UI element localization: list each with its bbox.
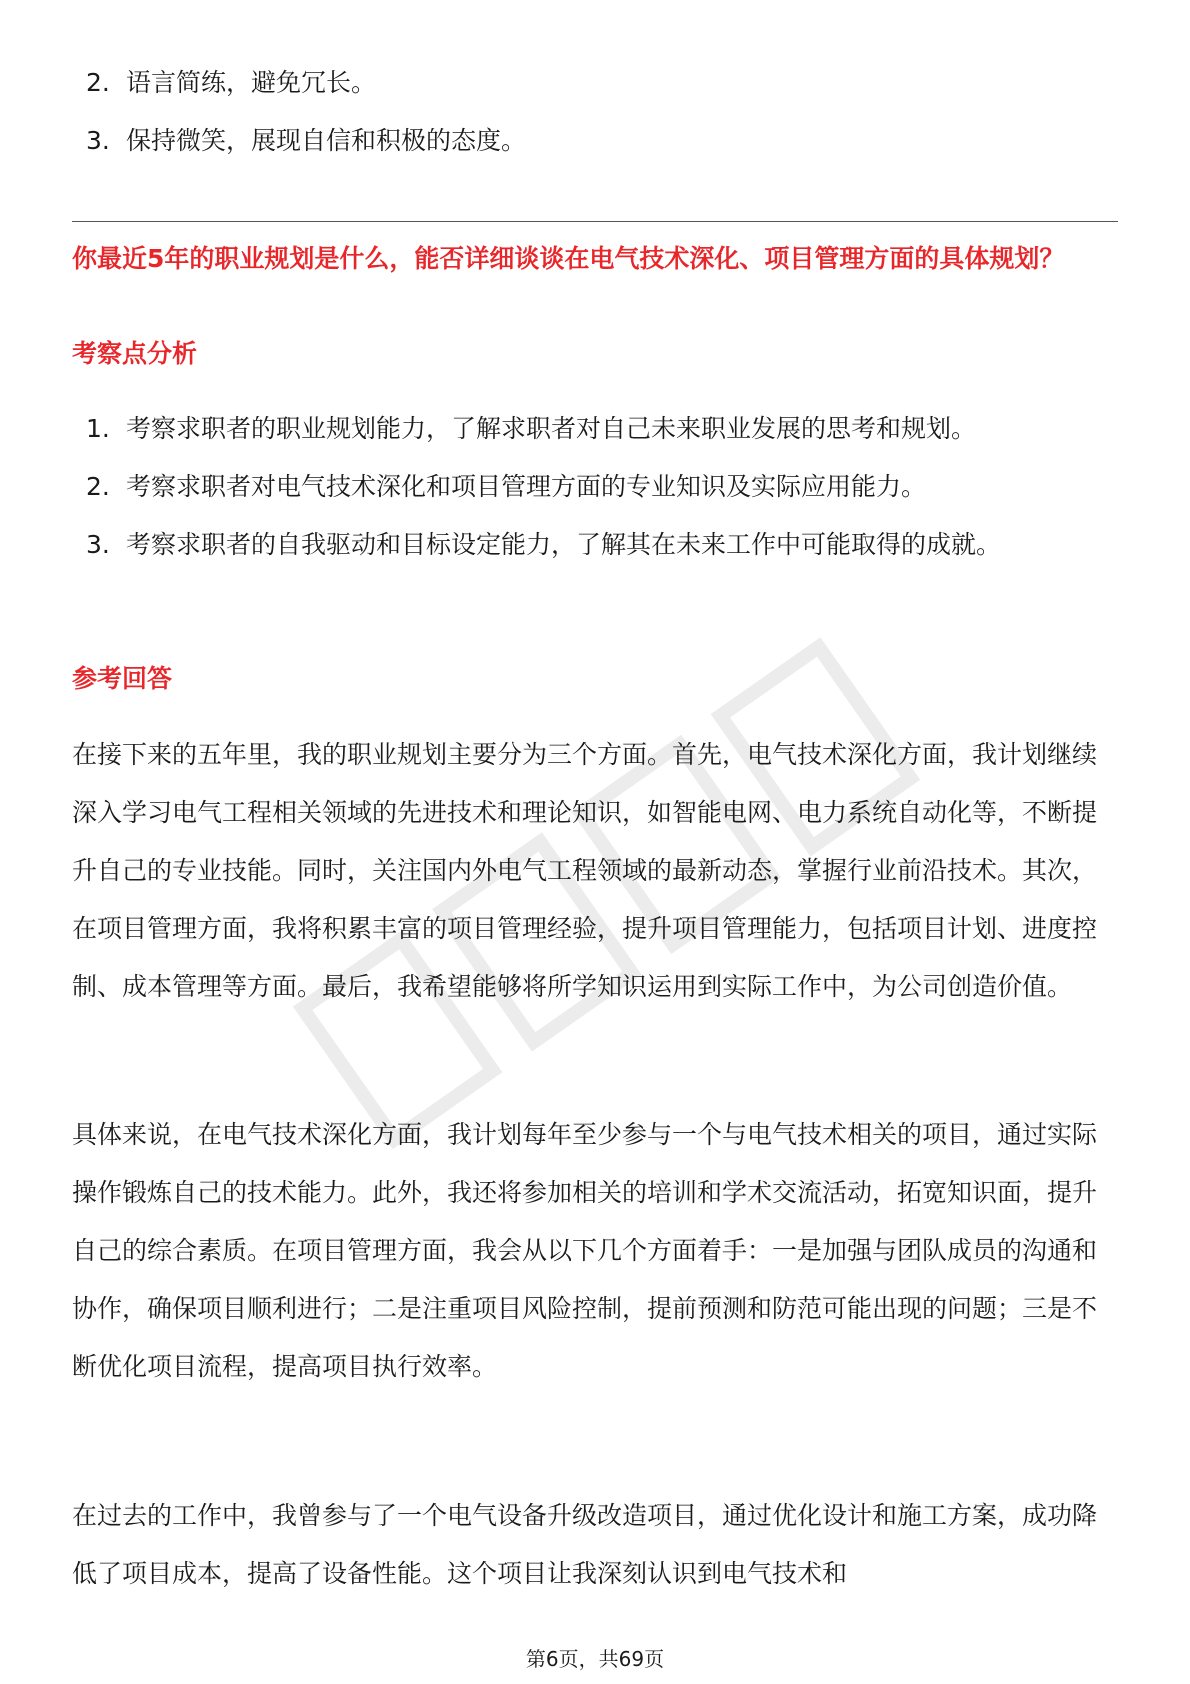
list-number: 2.	[86, 68, 110, 97]
list-number: 2.	[86, 472, 110, 501]
answer-heading: 参考回答	[72, 664, 173, 693]
list-number: 3.	[86, 530, 110, 559]
question-heading: 你最近5年的职业规划是什么，能否详细谈谈在电气技术深化、项目管理方面的具体规划？	[72, 244, 1065, 273]
answer-paragraph: 在过去的工作中，我曾参与了一个电气设备升级改造项目，通过优化设计和施工方案，成功降低了项目成本，提高了设备性能。这个项目让我深刻认识到电气技术和	[72, 1501, 1098, 1588]
analysis-heading: 考察点分析	[72, 339, 198, 368]
list-item	[72, 458, 1118, 516]
analysis-list	[72, 400, 1118, 574]
list-text: 保持微笑，展现自信和积极的态度。	[126, 126, 527, 155]
tips-list	[72, 54, 1118, 170]
list-item	[72, 112, 1118, 170]
answer-paragraph: 具体来说，在电气技术深化方面，我计划每年至少参与一个与电气技术相关的项目，通过实际操作锻炼自己的技术能力。此外，我还将参加相关的培训和学术交流活动，拓宽知识面，提升自己的综合素质。在项目管理方面，我会从以下几个方面着手：一是加强与团队成员的沟通和协作，确保项目顺利进行；二是注重项目风险控制，提前预测和防范可能出现的问题；三是不断优化项目流程，提高项目执行效率。	[72, 1120, 1098, 1381]
answer-paragraph: 在接下来的五年里，我的职业规划主要分为三个方面。首先，电气技术深化方面，我计划继续深入学习电气工程相关领域的先进技术和理论知识，如智能电网、电力系统自动化等，不断提升自己的专业技能。同时，关注国内外电气工程领域的最新动态，掌握行业前沿技术。其次，在项目管理方面，我将积累丰富的项目管理经验，提升项目管理能力，包括项目计划、进度控制、成本管理等方面。最后，我希望能够将所学知识运用到实际工作中，为公司创造价值。	[72, 740, 1098, 1001]
list-text: 考察求职者的自我驱动和目标设定能力，了解其在未来工作中可能取得的成就。	[126, 530, 1002, 559]
list-item	[72, 54, 1118, 112]
section-divider	[72, 221, 1118, 222]
list-number: 3.	[86, 126, 110, 155]
list-number: 1.	[86, 414, 110, 443]
list-item	[72, 516, 1118, 574]
page-footer: 第6页，共69页	[525, 1647, 665, 1671]
list-item	[72, 400, 1118, 458]
list-text: 语言简练，避免冗长。	[126, 68, 377, 97]
list-text: 考察求职者对电气技术深化和项目管理方面的专业知识及实际应用能力。	[126, 472, 927, 501]
list-text: 考察求职者的职业规划能力，了解求职者对自己未来职业发展的思考和规划。	[126, 414, 977, 443]
